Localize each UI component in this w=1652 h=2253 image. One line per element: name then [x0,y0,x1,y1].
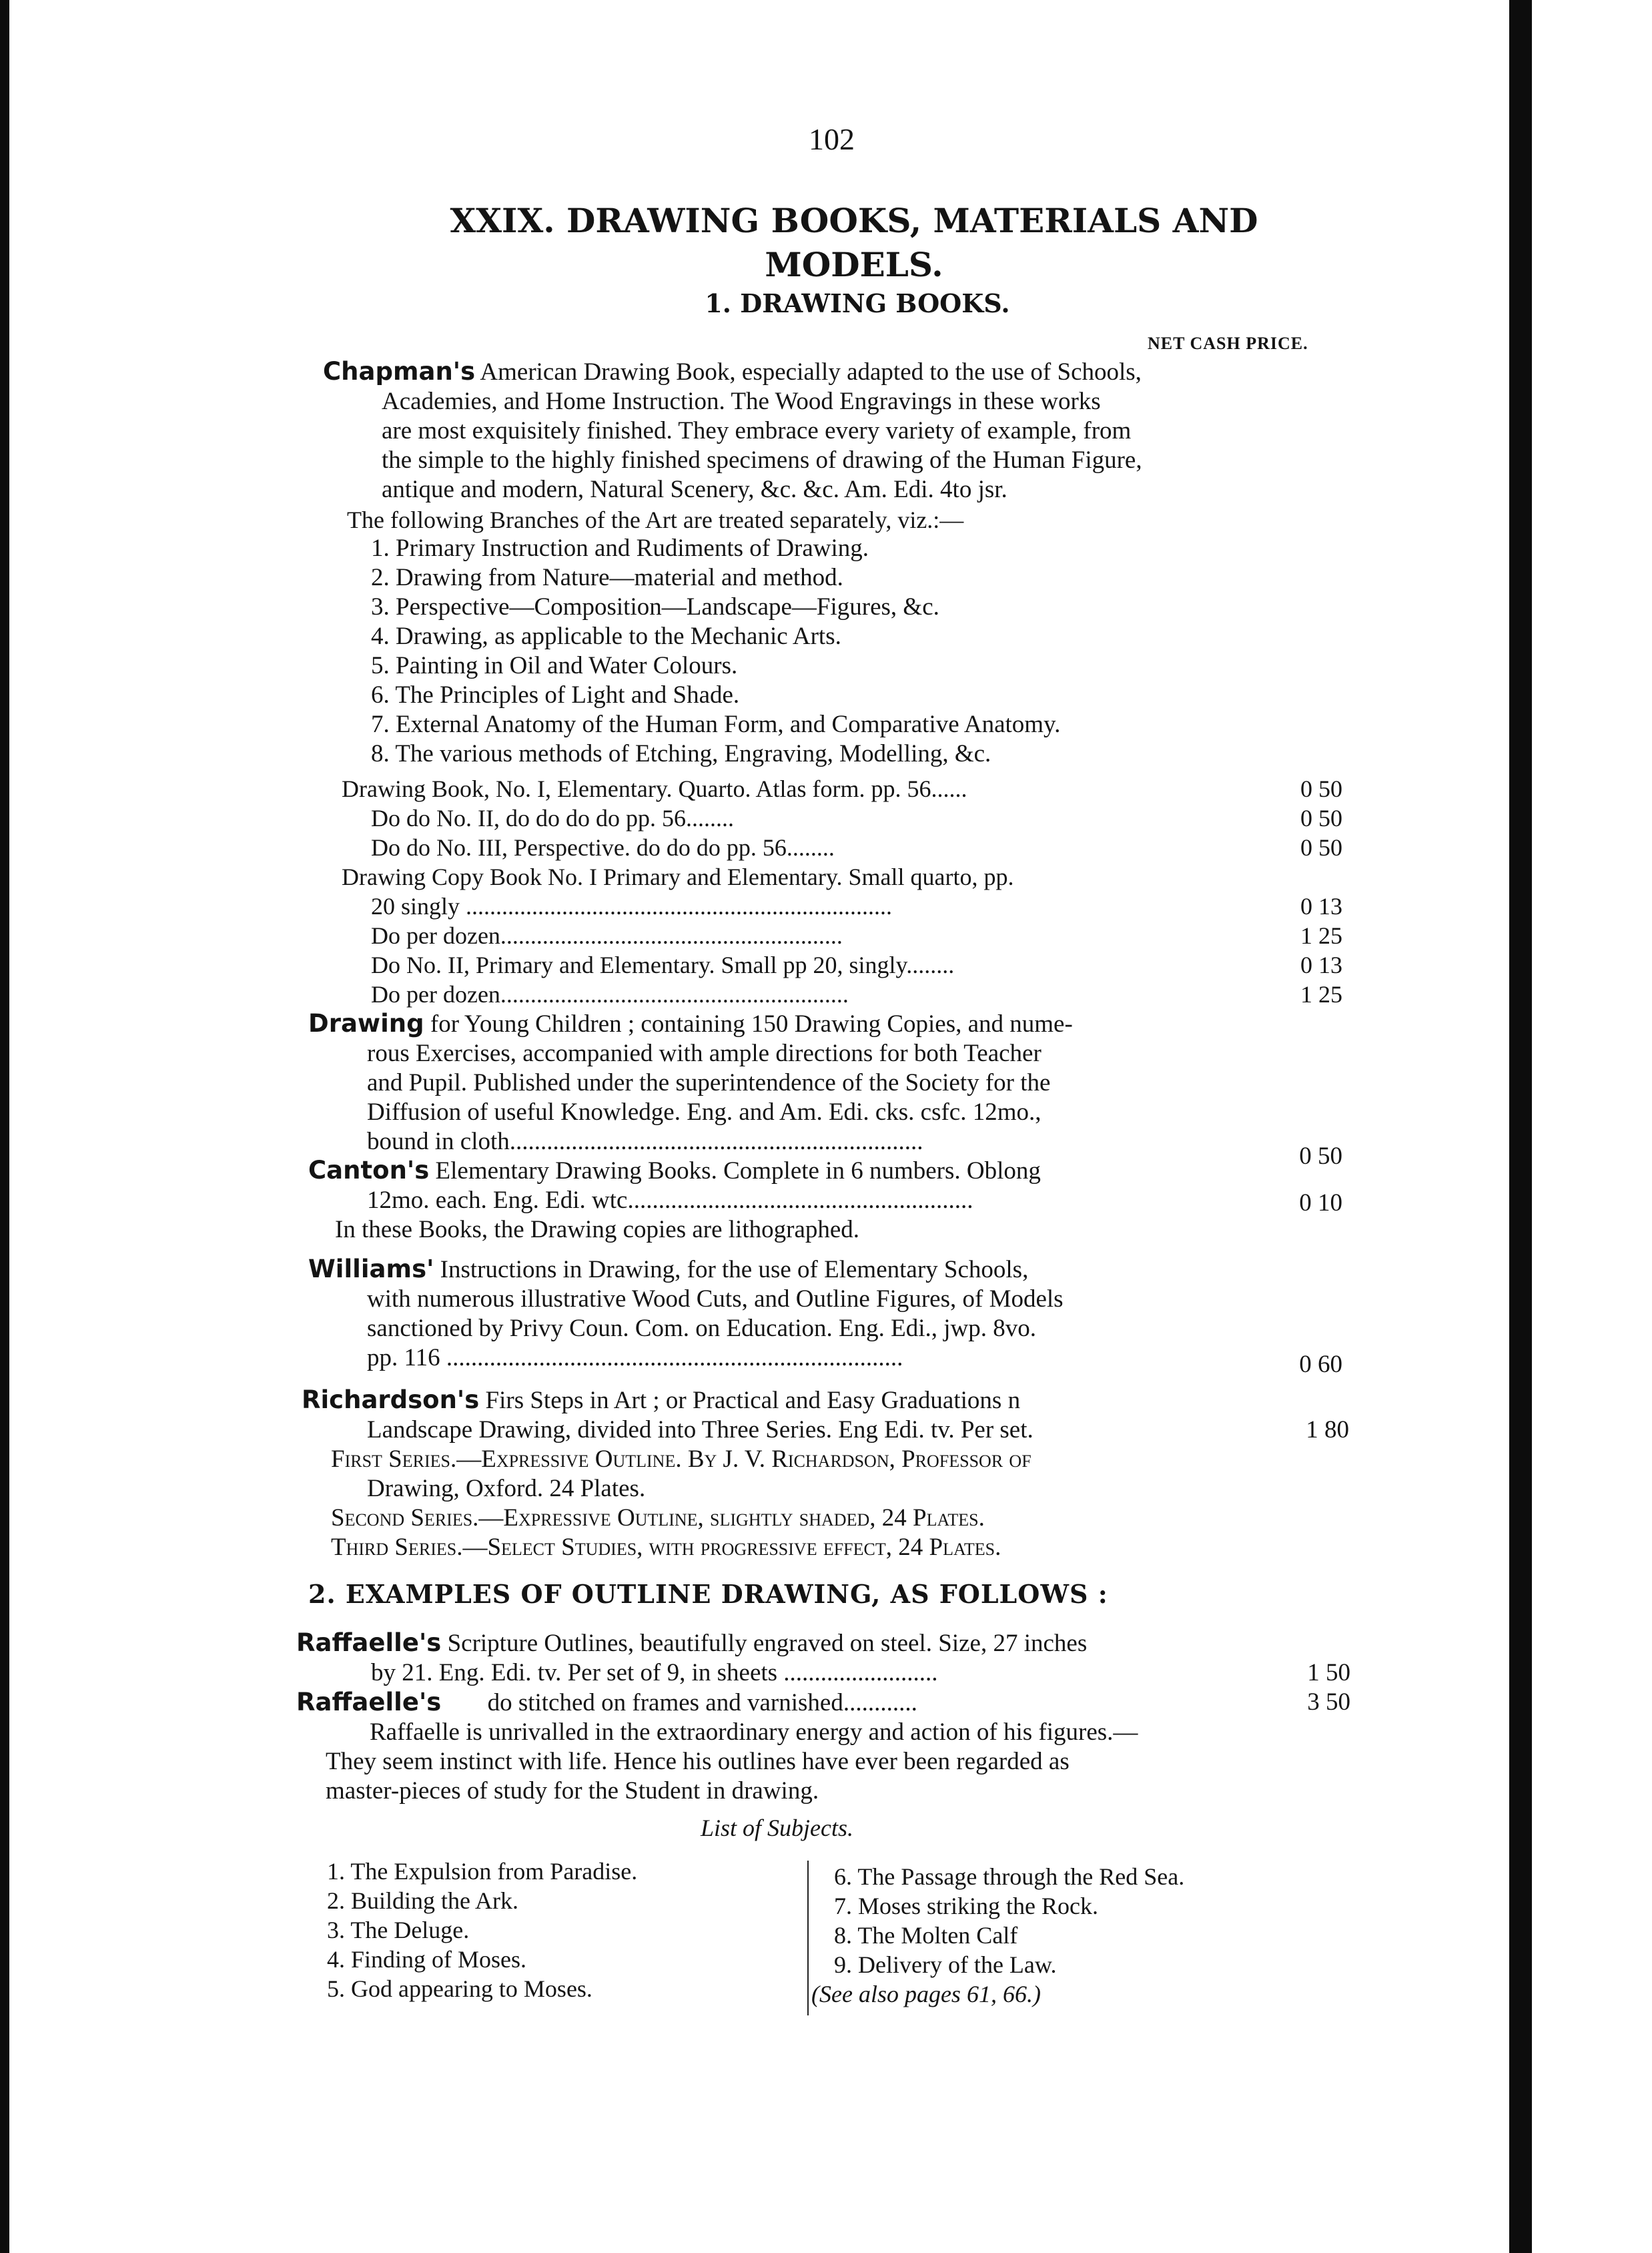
williams-line-1: with numerous illustrative Wood Cuts, and Outline Figures, of Models [367,1285,1064,1313]
subjects-right-column [811,1862,1185,2009]
subject-item: 6. The Passage through the Red Sea. [834,1863,1185,1890]
williams-name: Williams' [308,1255,434,1283]
subject-item: 7. Moses striking the Rock. [834,1893,1098,1919]
price: 0 50 [1300,775,1342,802]
raffaelle-name: Raffaelle's [296,1688,442,1716]
price: 0 10 [1299,1189,1342,1217]
price-row: Do No. II, Primary and Elementary. Small pp 20, singly........ 0 13 [371,952,1342,978]
branch-item: 1. Primary Instruction and Rudiments of Drawing. [371,535,869,562]
williams-line-0: Williams' Instructions in Drawing, for the use of Elementary Schools, [308,1255,1029,1283]
branches-list [371,534,1060,769]
price: 3 50 [1307,1688,1350,1716]
raffaelle-line-0: Raffaelle's Scripture Outlines, beautifully engraved on steel. Size, 27 inches [296,1628,1088,1657]
canton-line-1: 12mo. each. Eng. Edi. wtc........................................................ 0 10 [367,1187,1342,1217]
richardson-line-1: Landscape Drawing, divided into Three Series. Eng Edi. tv. Per set. 1 80 [367,1416,1349,1443]
price-row: 20 singly ....................................................................... 0 13 [371,893,1342,920]
branch-item: 3. Perspective—Composition—Landscape—Figures, &c. [371,593,939,621]
raffaelle-entry [296,1628,1350,1806]
branch-item: 7. External Anatomy of the Human Form, and Comparative Anatomy. [371,711,1061,738]
canton-line-0: Canton's Elementary Drawing Books. Complete in 6 numbers. Oblong [308,1156,1041,1185]
drawing-children-line-3: Diffusion of useful Knowledge. Eng. and Am. Edi. cks. csfc. 12mo., [367,1098,1042,1126]
price-row: Do do No. II, do do do do pp. 56........ 0 50 [371,805,1342,832]
raffaelle-desc-1: They seem instinct with life. Hence his outlines have ever been regarded as [326,1748,1070,1775]
price: 0 50 [1300,834,1342,861]
branch-item: 2. Drawing from Nature—material and method. [371,564,843,591]
price: 1 50 [1307,1659,1350,1686]
list-of-subjects-heading: List of Subjects. [701,1815,854,1841]
price: 0 13 [1300,952,1342,978]
subject-item: 5. God appearing to Moses. [327,1975,592,2002]
chapman-line-1: Academies, and Home Instruction. The Wood Engravings in these works [382,388,1101,415]
section-title-line1: XXIX. DRAWING BOOKS, MATERIALS AND [450,201,1258,240]
scan-edge-right [1509,0,1532,2253]
subject-item: 1. The Expulsion from Paradise. [327,1858,638,1885]
richardson-series-2: Second Series.—Expressive Outline, slightly shaded, 24 Plates. [331,1504,985,1532]
subjects-left-column [327,1857,637,2003]
richardson-series-1: First Series.—Expressive Outline. By J. V. Richardson, Professor of [331,1445,1031,1473]
price-row: Do per dozen......................................................... 1 25 [371,922,1342,949]
section-title-line2: MODELS. [765,245,943,284]
branch-item: 4. Drawing, as applicable to the Mechanic Arts. [371,623,841,650]
price: 0 50 [1300,805,1342,832]
price: 1 80 [1306,1416,1349,1443]
price: 0 50 [1299,1143,1342,1170]
price: 1 25 [1300,981,1342,1008]
price-row: Do do No. III, Perspective. do do do pp. 56........ 0 50 [371,834,1342,861]
column-divider [807,1861,809,2015]
chapman-line-4: antique and modern, Natural Scenery, &c. &c. Am. Edi. 4to jsr. [382,476,1007,503]
price: 1 25 [1300,922,1342,949]
drawing-children-line-2: and Pupil. Published under the superintendence of the Society for the [367,1069,1051,1096]
see-also-note: (See also pages 61, 66.) [811,1981,1041,2007]
drawing-children-name: Drawing [308,1009,424,1038]
price-row: Do per dozen.......................................................... 1 25 [371,981,1342,1008]
subject-item: 2. Building the Ark. [327,1887,518,1914]
raffaelle-line-2: Raffaelle's do stitched on frames and varnished............ 3 50 [296,1688,1350,1716]
subject-item: 8. The Molten Calf [834,1922,1018,1949]
drawing-children-line-0: Drawing for Young Children ; containing 150 Drawing Copies, and nume- [308,1009,1073,1038]
drawing-children-line-1: rous Exercises, accompanied with ample directions for both Teacher [367,1040,1042,1067]
price: 0 13 [1300,893,1342,920]
subject-item: 3. The Deluge. [327,1917,470,1943]
canton-note: In these Books, the Drawing copies are lithographed. [335,1216,860,1243]
price-row: Drawing Book, No. I, Elementary. Quarto. Atlas form. pp. 56...... 0 50 [342,775,1342,802]
richardson-name: Richardson's [302,1385,480,1414]
richardson-series-3: Third Series.—Select Studies, with progressive effect, 24 Plates. [331,1534,1001,1561]
subject-item: 9. Delivery of the Law. [834,1951,1057,1978]
williams-line-2: sanctioned by Privy Coun. Com. on Education. Eng. Edi., jwp. 8vo. [367,1315,1037,1342]
branch-item: 8. The various methods of Etching, Engraving, Modelling, &c. [371,740,991,767]
subsection-heading-outline-drawing: 2. EXAMPLES OF OUTLINE DRAWING, AS FOLLOWS : [308,1579,1108,1609]
richardson-series-1-cont: Drawing, Oxford. 24 Plates. [367,1475,646,1502]
williams-line-3: pp. 116 .......................................................................... 0 60 [367,1344,1342,1378]
richardson-line-0: Richardson's Firs Steps in Art ; or Practical and Easy Graduations n [302,1385,1021,1414]
raffaelle-name: Raffaelle's [296,1628,442,1657]
raffaelle-desc-0: Raffaelle is unrivalled in the extraordinary energy and action of his figures.— [370,1718,1138,1746]
chapman-line-3: the simple to the highly finished specimens of drawing of the Human Figure, [382,446,1142,474]
branch-item: 6. The Principles of Light and Shade. [371,681,740,709]
williams-entry [308,1255,1349,1378]
drawing-children-line-4: bound in cloth................................................................... 0 50 [367,1128,1342,1170]
richardson-entry [302,1385,1349,1562]
chapman-entry [323,357,1364,505]
chapman-name: Chapman's [323,357,476,386]
price: 0 60 [1299,1351,1342,1378]
section-title [354,199,1354,287]
scan-edge-left [0,0,9,2253]
raffaelle-desc-2: master-pieces of study for the Student in drawing. [326,1777,819,1805]
canton-entry [308,1156,1349,1245]
chapman-line-0: Chapman's American Drawing Book, especially adapted to the use of Schools, [323,357,1142,386]
chapman-line-2: are most exquisitely finished. They embrace every variety of example, from [382,417,1132,444]
drawing-children-entry [308,1009,1349,1170]
subject-item: 4. Finding of Moses. [327,1946,527,1973]
canton-name: Canton's [308,1156,430,1185]
branch-item: 5. Painting in Oil and Water Colours. [371,652,738,679]
net-cash-price-header: NET CASH PRICE. [1148,334,1308,353]
subsection-heading-drawing-books: 1. DRAWING BOOKS. [705,288,1010,318]
copybook-line1: Drawing Copy Book No. I Primary and Elementary. Small quarto, pp. [342,864,1014,890]
branches-intro: The following Branches of the Art are treated separately, viz.:— [347,507,964,533]
page-number: 102 [809,122,855,156]
raffaelle-line-1: by 21. Eng. Edi. tv. Per set of 9, in sheets ......................... 1 50 [371,1659,1350,1686]
